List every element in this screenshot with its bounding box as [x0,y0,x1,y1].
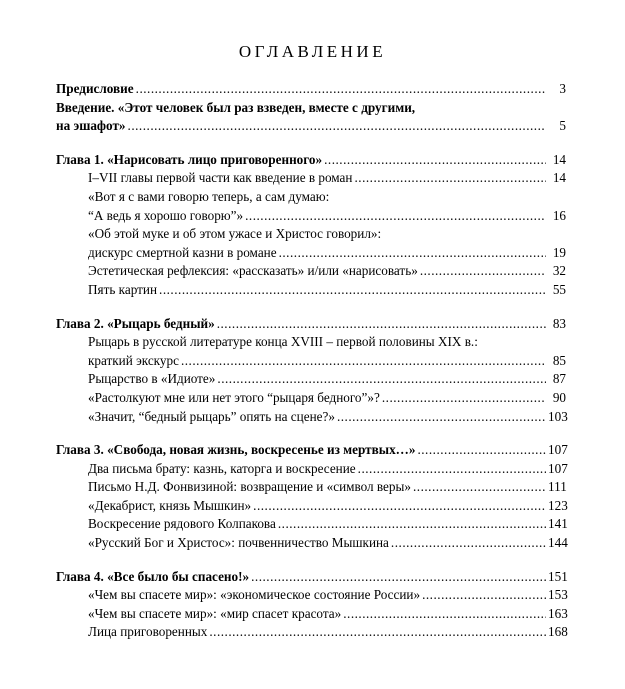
dot-leader [251,568,546,587]
dot-leader [337,408,546,427]
toc-page-number: 153 [548,587,568,603]
toc-entry-title: «Чем вы спасете мир»: «мир спасет красота» [88,605,342,621]
dot-leader [128,117,546,136]
dot-leader [420,262,546,281]
dot-leader [253,497,546,516]
toc-page-number: 5 [559,118,566,134]
toc-subentry [56,333,566,370]
toc-page-number: 87 [552,371,566,387]
toc-subentry [56,169,566,188]
toc-entry [56,441,566,460]
dot-leader [245,207,546,226]
toc-page-number: 3 [559,81,566,96]
toc-subentry [56,515,566,534]
toc-entry-title: «Чем вы спасете мир»: «экономическое состояние России» [88,587,421,603]
toc-page-number: 111 [548,479,567,495]
dot-leader [413,478,546,497]
toc-entry-title: «Декабрист, князь Мышкин» [88,497,252,513]
dot-leader [324,151,546,170]
toc-subentry [56,408,566,427]
toc-entry-title: Лица приговоренных [88,624,208,640]
toc-entry [56,568,566,587]
toc-subentry [56,370,566,389]
toc-subentry [56,281,566,300]
dot-leader [181,352,546,371]
toc-entry-title-line: Введение. «Этот человек был раз взведен, вместе с другими, [56,99,416,115]
toc-page-number: 90 [552,389,566,405]
toc-subentry [56,623,566,642]
toc-subentry [56,605,566,624]
dot-leader [278,515,546,534]
toc-page-number: 32 [552,263,566,279]
toc-page-number: 83 [552,315,566,331]
dot-leader [358,460,546,479]
toc-page-number: 14 [552,170,566,186]
toc-entry-title: Пять картин [88,281,158,297]
toc-entry-title: Эстетическая рефлексия: «рассказать» и/или «нарисовать» [88,263,418,279]
dot-leader [217,370,546,389]
toc-subentry [56,225,566,262]
toc-entry-title-line: «Об этой муке и об этом ужасе и Христос говорил»: [88,226,382,242]
toc-subentry [56,534,566,553]
toc-entry [56,151,566,170]
toc-page-number: 123 [548,497,568,513]
dot-leader [417,441,546,460]
page-title: ОГЛАВЛЕНИЕ [238,42,387,61]
dot-leader [391,534,546,553]
toc-page-number: 85 [552,352,566,368]
toc-page-number: 144 [548,535,568,551]
toc-entry [56,99,566,136]
toc-page-number: 151 [548,568,568,584]
dot-leader [279,244,546,263]
dot-leader [422,586,546,605]
toc-entry-title-line: «Вот я с вами говорю теперь, а сам думаю: [88,188,330,204]
dot-leader [159,281,546,300]
toc-page-number: 168 [548,624,568,640]
toc-entry-title: Рыцарство в «Идиоте» [88,371,216,387]
dot-leader [136,80,546,99]
toc-entry-title: «Русский Бог и Христос»: почвенничество Мышкина [88,535,389,551]
toc-subentry [56,478,566,497]
toc-page-number: 19 [552,244,566,260]
dot-leader [209,623,546,642]
toc-page-number: 55 [552,281,566,297]
toc-entry-title: дискурс смертной казни в романе [88,244,277,260]
toc-entry-title: Два письма брату: казнь, каторга и воскресение [88,460,356,476]
toc-entry-title: «Растолкуют мне или нет этого “рыцаря бедного”»? [88,389,380,405]
toc-subentry [56,460,566,479]
table-of-contents [56,80,566,642]
dot-leader [343,605,546,624]
toc-entry-title: Глава 3. «Свобода, новая жизнь, воскресенье из мертвых…» [56,442,416,458]
toc-entry-title: Письмо Н.Д. Фонвизиной: возвращение и «символ веры» [88,479,411,495]
toc-page-number: 107 [548,442,568,458]
toc-subentry [56,389,566,408]
dot-leader [217,315,546,334]
dot-leader [354,169,546,188]
toc-entry-title: Глава 2. «Рыцарь бедный» [56,315,215,331]
toc-entry-title: Глава 4. «Все было бы спасено!» [56,568,250,584]
toc-entry [56,315,566,334]
toc-subentry [56,262,566,281]
toc-page-number: 16 [552,207,566,223]
toc-entry-title: Предисловие [56,81,134,96]
toc-subentry [56,497,566,516]
toc-entry-title: Глава 1. «Нарисовать лицо приговоренного» [56,151,323,167]
toc-entry [56,80,566,99]
toc-page-number: 141 [548,516,568,532]
toc-entry-title: «Значит, “бедный рыцарь” опять на сцене?» [88,408,335,424]
dot-leader [382,389,546,408]
toc-entry-title: “А ведь я хорошо говорю”» [88,207,244,223]
toc-page-number: 103 [548,408,568,424]
toc-entry-title: I–VII главы первой части как введение в роман [88,170,353,186]
toc-page-number: 107 [548,460,568,476]
toc-page-number: 14 [552,151,566,167]
toc-entry-title: Воскресение рядового Колпакова [88,516,276,532]
toc-subentry [56,188,566,225]
toc-entry-title-line: Рыцарь в русской литературе конца XVIII – первой половины XIX в.: [88,334,478,350]
toc-page-number: 163 [548,605,568,621]
toc-subentry [56,586,566,605]
toc-entry-title: на эшафот» [56,118,126,134]
toc-entry-title: краткий экскурс [88,352,179,368]
